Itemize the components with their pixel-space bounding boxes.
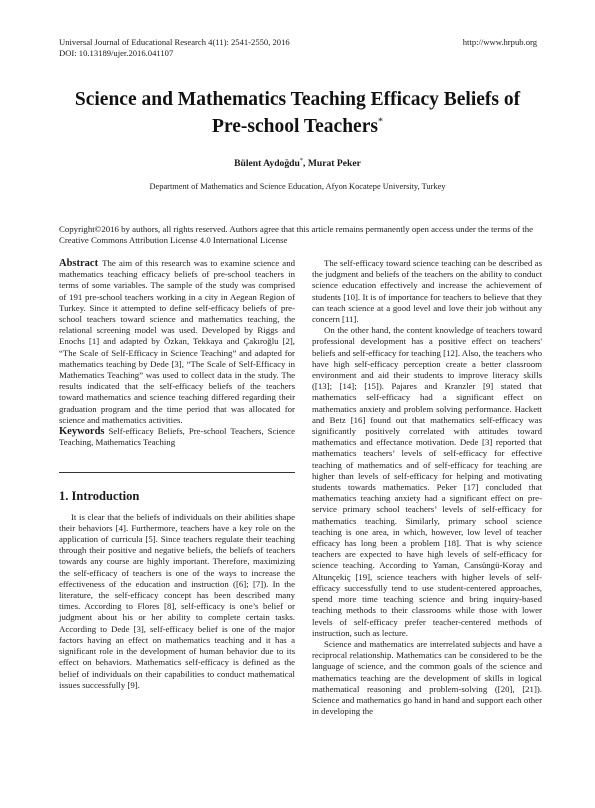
journal-url[interactable]: http://www.hrpub.org [462,37,537,47]
paper-title [40,86,555,140]
left-column [59,258,295,691]
keywords-text: Self-efficacy Beliefs, Pre-school Teachers, Science Teaching, Mathematics Teaching [59,426,295,448]
section-divider [59,472,295,473]
title-line-2: Pre-school Teachers [212,116,378,137]
body-paragraph-3: Science and mathematics are interrelated subjects and have a reciprocal relationship. Mathematics can be considered to be the language of science, and the common goals of the science and mathematics teaching are the development of skills in logical mathematical reasoning and problem-solving ([20], [21]). Science and mathematics go hand in hand and support each other in developing the [312,638,542,717]
corresponding-author-mark: * [299,157,304,164]
body-paragraph-2: On the other hand, the content knowledge of teachers toward professional development has a positive effect on teachers' beliefs and self-efficacy for teaching [12]. Also, the teachers who have high self-efficacy perception create a better classroom environment and aid their students to improve literacy skills ([13]; [14]; [15]). Pajares and Kranzler [9] stated that mathematics self-efficacy had a significant effect on mathematics anxiety and problem solving performance. Hackett and Betz [16] found out that mathematics self-efficacy was significantly positively correlated with attitudes toward mathematics and effectance motivation. Dede [3] reported that mathematics teachers’ levels of self-efficacy for effective teaching of mathematics and of self-efficacy for teaching are higher than levels of self-efficacy for helping and motivating students towards mathematics. Peker [17] concluded that mathematics teaching anxiety had a significant effect on pre-service primary school teachers’ levels of self-efficacy for mathematics teaching. Similarly, primary school science teaching is one area, in which, however, low level of teacher efficacy has long been a problem [18]. That is why science teachers are expected to have high levels of self-efficacy for science teaching. According to Yaman, Cansüngü-Koray and Altunçekiç [19], science teachers with higher levels of self-efficacy successfully tend to use student-centered approaches, spend more time teaching science and bring inquiry-based teaching methods to their classrooms while those with lower levels of self-efficacy prefer teacher-centered methods of instruction, such as lecture. [312,325,542,638]
section-heading-introduction: 1. Introduction [59,489,140,504]
title-footnote-mark: * [377,116,383,128]
keywords-label: Keywords [59,426,105,438]
author-list [0,157,595,169]
right-column [312,258,542,717]
running-head [59,37,537,59]
body-paragraph-1: The self-efficacy toward science teaching can be described as the judgment and beliefs of the teachers on the ability to conduct science education effectively and increase the achievement of students [10]. It is of importance for teachers to believe that they can teach science at a good level and love their job without any concern [11]. [312,258,542,325]
abstract-label: Abstract [59,258,99,269]
journal-citation: Universal Journal of Educational Research 4(11): 2541-2550, 2016 [59,37,290,47]
author-2: Murat Peker [307,158,361,170]
affiliation: Department of Mathematics and Science Education, Afyon Kocatepe University, Turkey [149,182,446,191]
copyright-notice: Copyright©2016 by authors, all rights reserved. Authors agree that this article remains permanently open access under the terms of the Creative Commons Attribution License 4.0 International License [59,224,534,245]
title-line-1: Science and Mathematics Teaching Efficacy Beliefs of [74,89,521,110]
keywords [59,426,295,448]
abstract-text: The aim of this research was to examine science and mathematics teaching efficacy beliefs of pre-school teachers in terms of some variables. The sample of the study was comprised of 191 pre-school teachers working in a city in Aegean Region of Turkey. Since it attempted to define self-efficacy beliefs of pre-school teachers toward science and mathematics teaching, the relational screening model was used. Developed by Riggs and Enochs [1] and adapted by Özkan, Tekkaya and Çakıroğlu [2], “The Scale of Self-Efficacy in Science Teaching” and adapted for mathematics teaching by Dede [3], “The Scale of Self-Efficacy in Mathematics Teaching” was used to collect data in the study. The results indicated that the self-efficacy beliefs of the teachers toward mathematics and science teaching differed regarding their graduation program and the time period that was allocated for science and mathematics activities. [59,258,295,425]
doi: DOI: 10.13189/ujer.2016.041107 [59,48,174,58]
author-1: Bülent Aydoğdu [234,158,300,170]
introduction-paragraph-1: It is clear that the beliefs of individuals on their abilities shape their behaviors [4]. Furthermore, teachers have a key role on the application of curricula [5]. Since teachers regulate their teaching through their positive and negative beliefs, the beliefs of teachers towards any course are highly important. Therefore, maximizing the self-efficacy of teachers is one of the ways to increase the effectiveness of the education and instruction ([6]; [7]). In the literature, the self-efficacy concept has been described many times. According to Flores [8], self-efficacy is one’s belief or judgment about his or her ability to complete certain tasks. According to Dede [3], self-efficacy belief is one of the major factors having an effect on mathematics teaching and it has a significant role in the development of human behavior due to its effect on behaviors. Mathematics self-efficacy is defined as the belief of individuals on their capabilities to conduct mathematical issues successfully [9]. [59,511,295,690]
author-separator: , [303,158,308,170]
abstract [59,258,295,426]
